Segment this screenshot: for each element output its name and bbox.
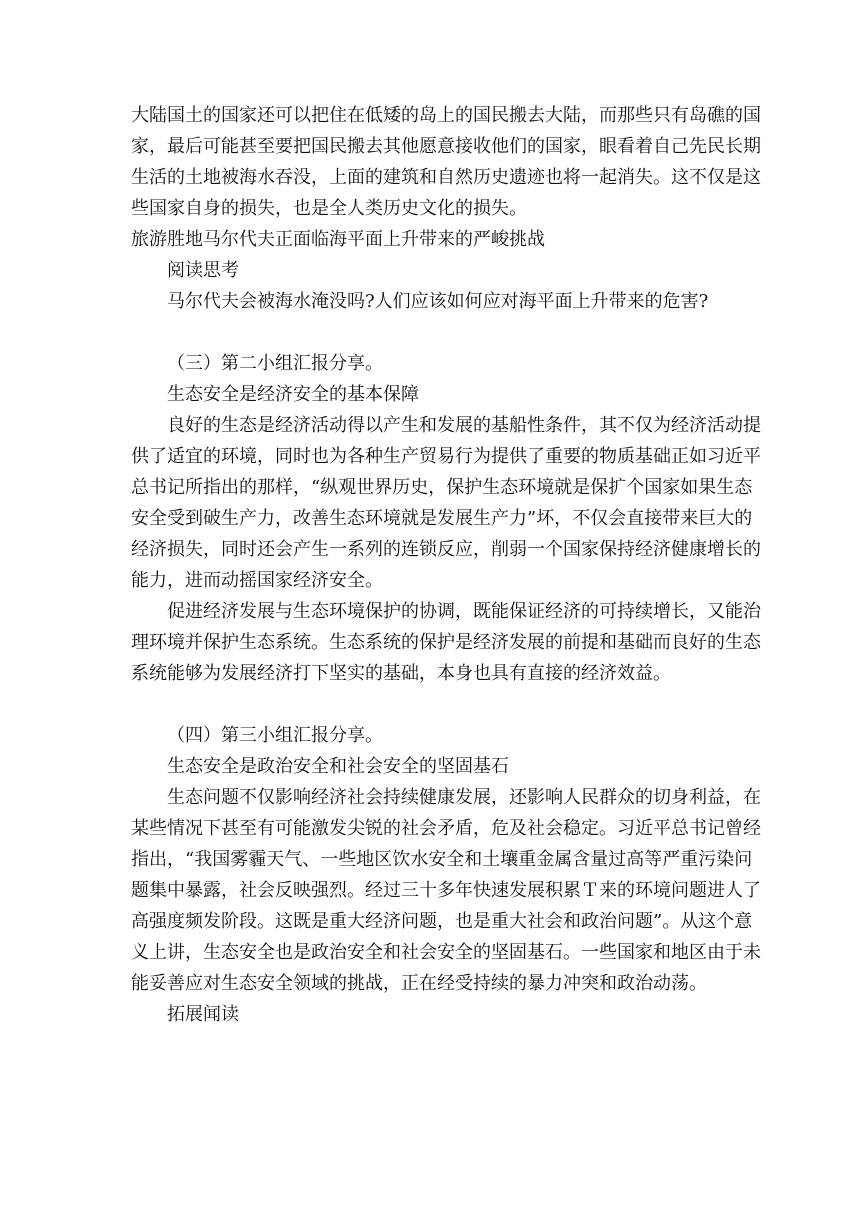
paragraph-line: 良好的生态是经济活动得以产生和发展的基船性条件，其不仅为经济活动提: [167, 415, 761, 436]
document-body: [131, 100, 761, 1030]
paragraph-line: 大陆国土的国家还可以把住在低矮的岛上的国民搬去大陆，而那些只有岛礁的国: [131, 105, 761, 126]
paragraph-line: 系统能够为发展经济打下坚实的基础，本身也具有直接的经济效益。: [131, 663, 671, 684]
paragraph-line: 指出，“我国雾霾天气、一些地区饮水安全和土壤重金属含量过高等严重污染问: [131, 849, 753, 870]
paragraph-line: 安全受到破生产力，改善生态环境就是发展生产力”坏，不仅会直接带来巨大的: [131, 508, 753, 529]
section-heading: （三）第二小组汇报分享。: [167, 353, 383, 374]
reading-question: 马尔代夫会被海水淹没吗?人们应该如何应对海平面上升带来的危害?: [167, 291, 709, 312]
paragraph-line: 家，最后可能甚至要把国民搬去其他愿意接收他们的国家，眼看着自己先民长期: [131, 136, 761, 157]
paragraph-line: 义上讲，生态安全也是政治安全和社会安全的坚固基石。一些国家和地区由于未: [131, 942, 761, 963]
paragraph-line: 能力，进而动摇国家经济安全。: [131, 570, 383, 591]
reading-heading: 阅读思考: [167, 260, 239, 281]
paragraph-line: 些国家自身的损失，也是全人类历史文化的损失。: [131, 198, 527, 219]
paragraph-line: 能妥善应对生态安全领域的挑战，正在经受持续的暴力冲突和政治动荡。: [131, 973, 707, 994]
paragraph-line: 高强度频发阶段。这既是重大经济问题，也是重大社会和政治问题”。从这个意: [131, 911, 753, 932]
spacer: [131, 317, 731, 348]
paragraph-line: 促进经济发展与生态环境保护的协调，既能保证经济的可持续增长，又能治: [167, 601, 761, 622]
section-heading: （四）第三小组汇报分享。: [167, 725, 383, 746]
paragraph-line: 理环境并保护生态系统。生态系统的保护是经济发展的前提和基础而良好的生态: [131, 632, 761, 653]
section-title: 生态安全是政治安全和社会安全的坚固基石: [167, 756, 509, 777]
paragraph-line: 生活的土地被海水吞没，上面的建筑和自然历史遗迹也将一起消失。这不仅是这: [131, 167, 761, 188]
paragraph-line: 供了适宜的环境，同时也为各种生产贸易行为提供了重要的物质基础正如习近平: [131, 446, 761, 467]
image-caption: 旅游胜地马尔代夫正面临海平面上升带来的严峻挑战: [131, 229, 545, 250]
paragraph-line: 某些情况下甚至有可能激发尖锐的社会矛盾，危及社会稳定。习近平总书记曾经: [131, 818, 761, 839]
paragraph-line: 生态问题不仅影响经济社会持续健康发展，还影响人民群众的切身利益，在: [167, 787, 761, 808]
extended-reading-heading: 拓展闻读: [167, 1004, 239, 1025]
paragraph-line: 题集中暴露，社会反映强烈。经过三十多年快速发展积累Ｔ来的环境问题进人了: [131, 880, 761, 901]
spacer: [131, 689, 731, 720]
paragraph-line: 总书记所指出的那样，“纵观世界历史，保护生态环境就是保扩个国家如果生态: [131, 477, 753, 498]
section-title: 生态安全是经济安全的基本保障: [167, 384, 419, 405]
paragraph-line: 经济损失，同时还会产生一系列的连锁反应，削弱一个国家保持经济健康增长的: [131, 539, 761, 560]
